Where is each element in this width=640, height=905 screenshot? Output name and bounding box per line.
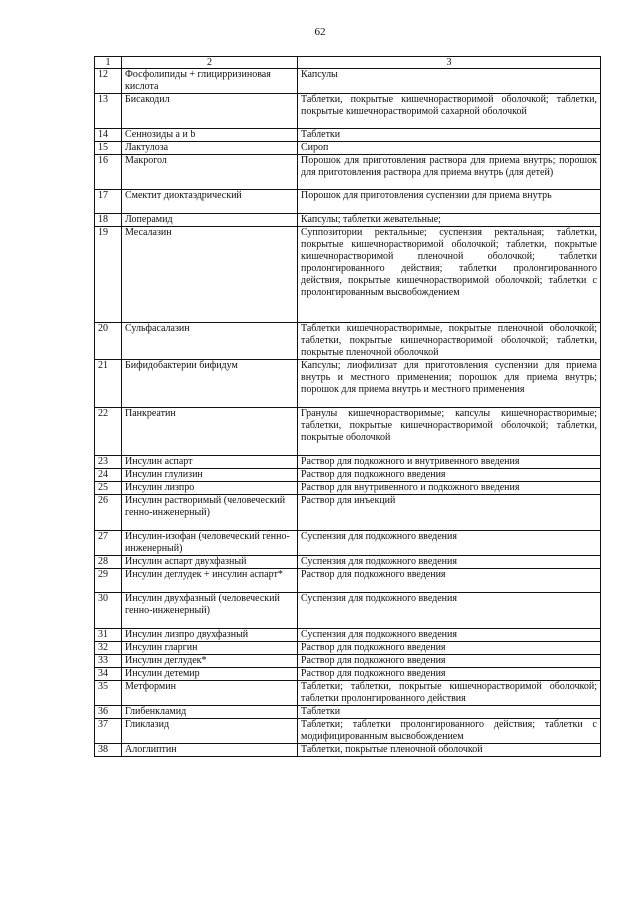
- table-row: [95, 142, 601, 155]
- drug-name-cell: Инсулин аспарт двухфазный: [122, 556, 298, 569]
- table-row: [95, 408, 601, 456]
- table-row: [95, 69, 601, 94]
- dosage-form-cell: Капсулы: [298, 69, 601, 94]
- drug-name-cell: Инсулин гларгин: [122, 642, 298, 655]
- table-row: [95, 569, 601, 593]
- row-number-cell: 29: [95, 569, 122, 593]
- drug-name-cell: Инсулин растворимый (человеческий генно-инженерный): [122, 495, 298, 531]
- row-number-cell: 24: [95, 469, 122, 482]
- table-row: [95, 456, 601, 469]
- table-row: [95, 681, 601, 706]
- table-header-row: [95, 57, 601, 69]
- table-row: [95, 360, 601, 408]
- row-number-cell: 38: [95, 744, 122, 757]
- table-row: [95, 323, 601, 360]
- table-row: [95, 593, 601, 629]
- table-row: [95, 744, 601, 757]
- drug-name-cell: Инсулин деглудек*: [122, 655, 298, 668]
- row-number-cell: 30: [95, 593, 122, 629]
- dosage-form-cell: Раствор для подкожного и внутривенного введения: [298, 456, 601, 469]
- row-number-cell: 37: [95, 719, 122, 744]
- table-row: [95, 642, 601, 655]
- drug-name-cell: Сульфасалазин: [122, 323, 298, 360]
- page-number: 62: [314, 26, 326, 38]
- row-number-cell: 16: [95, 155, 122, 190]
- row-number-cell: 23: [95, 456, 122, 469]
- row-number-cell: 22: [95, 408, 122, 456]
- dosage-form-cell: Раствор для внутривенного и подкожного введения: [298, 482, 601, 495]
- drug-name-cell: Бисакодил: [122, 94, 298, 129]
- row-number-cell: 14: [95, 129, 122, 142]
- row-number-cell: 17: [95, 190, 122, 214]
- row-number-cell: 25: [95, 482, 122, 495]
- row-number-cell: 19: [95, 227, 122, 323]
- dosage-form-cell: Сироп: [298, 142, 601, 155]
- row-number-cell: 36: [95, 706, 122, 719]
- row-number-cell: 20: [95, 323, 122, 360]
- table-row: [95, 531, 601, 556]
- drug-name-cell: Панкреатин: [122, 408, 298, 456]
- drug-name-cell: Глибенкламид: [122, 706, 298, 719]
- dosage-form-cell: Таблетки, покрытые пленочной оболочкой: [298, 744, 601, 757]
- dosage-form-cell: Таблетки: [298, 706, 601, 719]
- dosage-form-cell: Раствор для инъекций: [298, 495, 601, 531]
- drug-name-cell: Инсулин деглудек + инсулин аспарт*: [122, 569, 298, 593]
- table-row: [95, 469, 601, 482]
- drug-name-cell: Сеннозиды а и b: [122, 129, 298, 142]
- dosage-form-cell: Таблетки кишечнорастворимые, покрытые пленочной оболочкой; таблетки, покрытые кишечнорастворимой оболочкой; таблетки, покрытые пленочной оболочкой: [298, 323, 601, 360]
- row-number-cell: 32: [95, 642, 122, 655]
- drug-name-cell: Инсулин двухфазный (человеческий генно-инженерный): [122, 593, 298, 629]
- table-row: [95, 495, 601, 531]
- table-row: [95, 706, 601, 719]
- table-row: [95, 190, 601, 214]
- dosage-form-cell: Гранулы кишечнорастворимые; капсулы кишечнорастворимые; таблетки, покрытые кишечнорастворимой оболочкой; таблетки, покрытые оболочкой: [298, 408, 601, 456]
- dosage-form-cell: Таблетки: [298, 129, 601, 142]
- table-body: [95, 57, 601, 757]
- dosage-form-cell: Суспензия для подкожного введения: [298, 556, 601, 569]
- table-row: [95, 556, 601, 569]
- drug-name-cell: Инсулин-изофан (человеческий генно-инженерный): [122, 531, 298, 556]
- dosage-form-cell: Раствор для подкожного введения: [298, 469, 601, 482]
- dosage-form-cell: Раствор для подкожного введения: [298, 655, 601, 668]
- table-row: [95, 155, 601, 190]
- header-cell-number: 1: [95, 57, 122, 69]
- drug-name-cell: Метформин: [122, 681, 298, 706]
- dosage-form-cell: Раствор для подкожного введения: [298, 642, 601, 655]
- row-number-cell: 21: [95, 360, 122, 408]
- dosage-form-cell: Раствор для подкожного введения: [298, 668, 601, 681]
- header-cell-form: 3: [298, 57, 601, 69]
- drug-name-cell: Лоперамид: [122, 214, 298, 227]
- dosage-form-cell: Суспензия для подкожного введения: [298, 531, 601, 556]
- dosage-form-cell: Порошок для приготовления суспензии для приема внутрь: [298, 190, 601, 214]
- table-row: [95, 629, 601, 642]
- dosage-form-cell: Раствор для подкожного введения: [298, 569, 601, 593]
- row-number-cell: 28: [95, 556, 122, 569]
- drug-name-cell: Смектит диоктаэдрический: [122, 190, 298, 214]
- dosage-form-cell: Таблетки; таблетки пролонгированного действия; таблетки с модифицированным высвобождением: [298, 719, 601, 744]
- table-row: [95, 719, 601, 744]
- table-row: [95, 214, 601, 227]
- row-number-cell: 35: [95, 681, 122, 706]
- drug-name-cell: Бифидобактерии бифидум: [122, 360, 298, 408]
- drug-table: [94, 56, 601, 757]
- dosage-form-cell: Порошок для приготовления раствора для приема внутрь; порошок для приготовления раствора для приема внутрь (для детей): [298, 155, 601, 190]
- drug-name-cell: Макрогол: [122, 155, 298, 190]
- row-number-cell: 13: [95, 94, 122, 129]
- row-number-cell: 34: [95, 668, 122, 681]
- row-number-cell: 26: [95, 495, 122, 531]
- header-cell-name: 2: [122, 57, 298, 69]
- table-row: [95, 227, 601, 323]
- dosage-form-cell: Капсулы; таблетки жевательные;: [298, 214, 601, 227]
- row-number-cell: 15: [95, 142, 122, 155]
- drug-name-cell: Месалазин: [122, 227, 298, 323]
- row-number-cell: 33: [95, 655, 122, 668]
- drug-name-cell: Гликлазид: [122, 719, 298, 744]
- table-row: [95, 668, 601, 681]
- dosage-form-cell: Суспензия для подкожного введения: [298, 593, 601, 629]
- dosage-form-cell: Суспензия для подкожного введения: [298, 629, 601, 642]
- row-number-cell: 18: [95, 214, 122, 227]
- drug-name-cell: Фосфолипиды + глицирризиновая кислота: [122, 69, 298, 94]
- dosage-form-cell: Таблетки; таблетки, покрытые кишечнорастворимой оболочкой; таблетки пролонгированного действия: [298, 681, 601, 706]
- table-row: [95, 482, 601, 495]
- row-number-cell: 12: [95, 69, 122, 94]
- table-row: [95, 129, 601, 142]
- row-number-cell: 27: [95, 531, 122, 556]
- drug-name-cell: Алоглиптин: [122, 744, 298, 757]
- drug-name-cell: Инсулин аспарт: [122, 456, 298, 469]
- dosage-form-cell: Капсулы; лиофилизат для приготовления суспензии для приема внутрь и местного применения; порошок для приема внутрь; порошок для приема внутрь и местного применения: [298, 360, 601, 408]
- drug-name-cell: Лактулоза: [122, 142, 298, 155]
- table-row: [95, 94, 601, 129]
- dosage-form-cell: Суппозитории ректальные; суспензия ректальная; таблетки, покрытые кишечнорастворимой оболочкой; таблетки, покрытые кишечнорастворимой пленочной оболочкой; таблетки пролонгированного действия; таблетки пролонгированного действия, покрытые кишечнорастворимой оболочкой; таблетки с пролонгированным высвобождением: [298, 227, 601, 323]
- drug-name-cell: Инсулин лизпро: [122, 482, 298, 495]
- drug-name-cell: Инсулин детемир: [122, 668, 298, 681]
- drug-name-cell: Инсулин лизпро двухфазный: [122, 629, 298, 642]
- table-row: [95, 655, 601, 668]
- dosage-form-cell: Таблетки, покрытые кишечнорастворимой оболочкой; таблетки, покрытые кишечнорастворимой сахарной оболочкой: [298, 94, 601, 129]
- row-number-cell: 31: [95, 629, 122, 642]
- drug-name-cell: Инсулин глулизин: [122, 469, 298, 482]
